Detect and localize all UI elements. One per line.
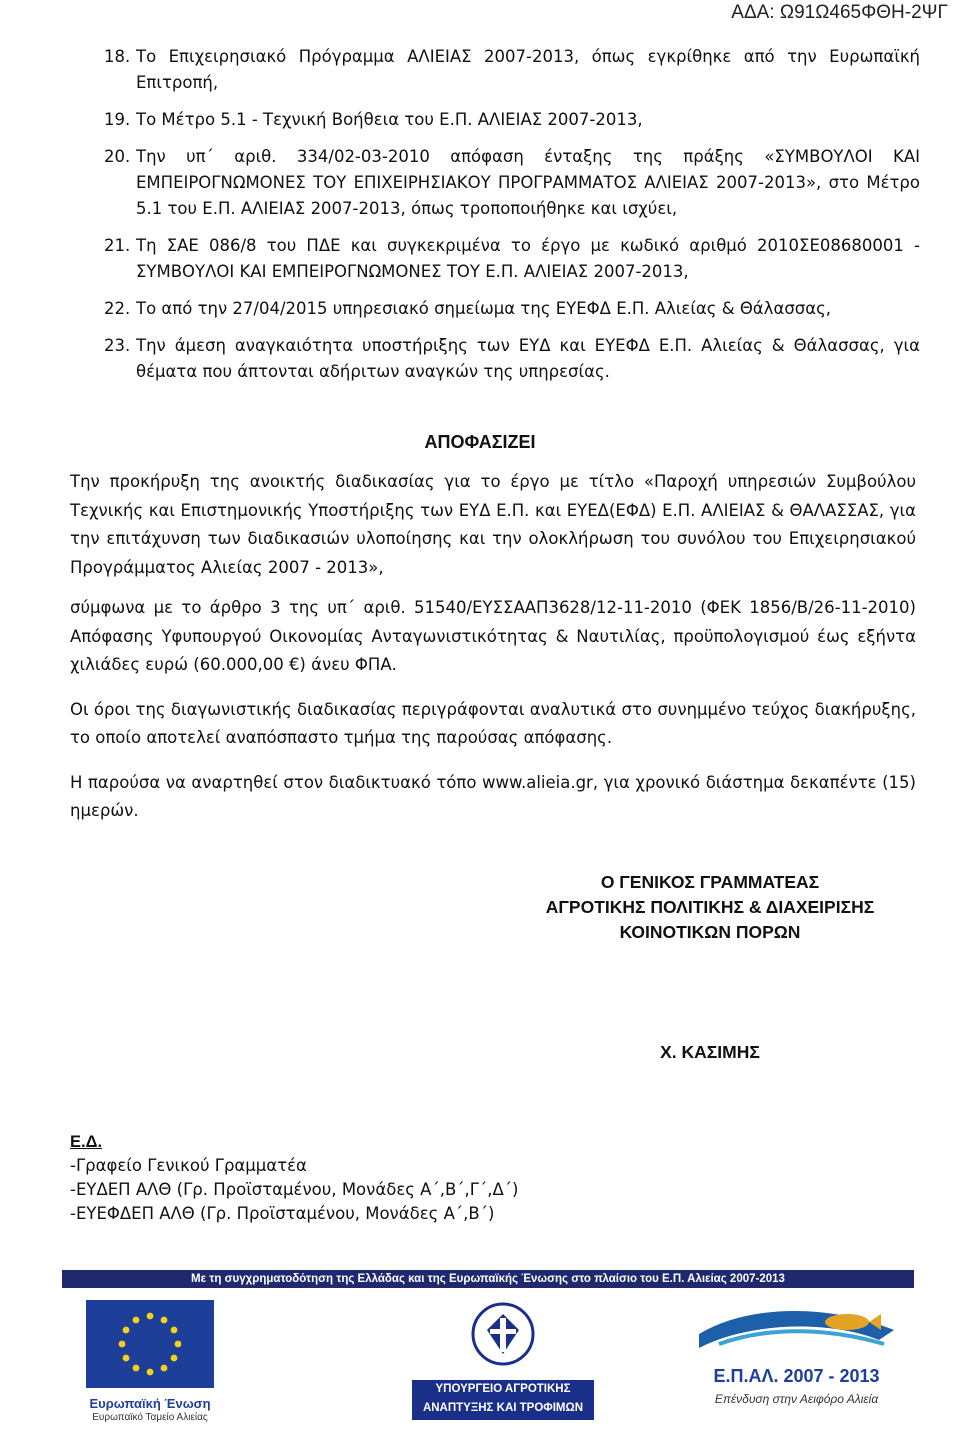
considerations-list	[104, 44, 920, 396]
list-item-text: Την άμεση αναγκαιότητα υποστήριξης των ΕΥΔ και ΕΥΕΦΔ Ε.Π. Αλιείας & Θάλασσας, για θέματα που άπτονται αδήριτων αναγκών της υπηρεσίας.	[136, 336, 920, 381]
list-item-number: 23.	[104, 336, 131, 355]
greek-emblem-icon	[412, 1300, 594, 1372]
list-item	[104, 44, 920, 96]
signature-name: Χ. ΚΑΣΙΜΗΣ	[660, 1042, 760, 1062]
list-item-number: 20.	[104, 147, 131, 166]
epal-logo	[679, 1300, 914, 1406]
list-item-number: 22.	[104, 299, 131, 318]
ministry-line-2: ΑΝΑΠΤΥΞΗΣ ΚΑΙ ΤΡΟΦΙΜΩΝ	[422, 1402, 584, 1414]
list-item-text: Το από την 27/04/2015 υπηρεσιακό σημείωμα της ΕΥΕΦΔ Ε.Π. Αλιείας & Θάλασσας,	[136, 299, 832, 318]
ministry-name	[412, 1380, 594, 1420]
decision-paragraph-2: σύμφωνα με το άρθρο 3 της υπ΄ αριθ. 51540/ΕΥΣΣΑΑΠ3628/12-11-2010 (ΦΕΚ 1856/Β/26-11-2010) Απόφασης Υφυπουργού Οικονομίας Ανταγωνιστικότητας & Ναυτιλίας, προϋπολογισμού έως εξήντα χιλιάδες ευρώ (60.000,00 €) άνευ ΦΠΑ.	[70, 598, 916, 674]
signature-line-2: ΑΓΡΟΤΙΚΗΣ ΠΟΛΙΤΙΚΗΣ & ΔΙΑΧΕΙΡΙΣΗΣ	[545, 897, 875, 917]
list-item	[104, 107, 920, 133]
ada-code: ΑΔΑ: Ω91Ω465ΦΘΗ-2ΨΓ	[731, 2, 948, 23]
eu-logo	[62, 1300, 238, 1426]
epal-subtitle: Επένδυση στην Αειφόρο Αλιεία	[714, 1392, 879, 1406]
list-item	[104, 144, 920, 222]
signature-title	[480, 870, 940, 945]
list-item	[104, 233, 920, 285]
list-item-number: 19.	[104, 110, 131, 129]
eu-fund-label: Ευρωπαϊκό Ταμείο Αλιείας	[92, 1412, 208, 1423]
decision-heading: ΑΠΟΦΑΣΙΖΕΙ	[424, 432, 536, 452]
list-item-text: Την υπ΄ αριθ. 334/02-03-2010 απόφαση ένταξης της πράξης «ΣΥΜΒΟΥΛΟΙ ΚΑΙ ΕΜΠΕΙΡΟΓΝΩΜΟΝΕΣ ΤΟΥ ΕΠΙΧΕΙΡΗΣΙΑΚΟΥ ΠΡΟΓΡΑΜΜΑΤΟΣ ΑΛΙΕΙΑΣ 2007-2013», στο Μέτρο 5.1 του Ε.Π. ΑΛΙΕΙΑΣ 2007-2013, όπως τροποποιήθηκε και ισχύει,	[136, 147, 920, 218]
ministry-logo	[412, 1300, 594, 1414]
list-item-number: 21.	[104, 236, 131, 255]
fish-waves-icon	[679, 1300, 914, 1362]
list-item-text: Τη ΣΑΕ 086/8 του ΠΔΕ και συγκεκριμένα το έργο με κωδικό αριθμό 2010ΣΕ08680001 - ΣΥΜΒΟΥΛΟΙ ΚΑΙ ΕΜΠΕΙΡΟΓΝΩΜΟΝΕΣ ΤΟΥ Ε.Π. ΑΛΙΕΙΑΣ 2007-2013,	[136, 236, 920, 281]
decision-body	[70, 468, 916, 826]
list-item	[104, 296, 920, 322]
distribution-item: -Γραφείο Γενικού Γραμματέα	[70, 1156, 307, 1175]
eu-label: Ευρωπαϊκή Ένωση	[89, 1396, 211, 1411]
distribution-item: -ΕΥΕΦΔΕΠ ΑΛΘ (Γρ. Προϊσταμένου, Μονάδες Α΄,Β΄)	[70, 1204, 495, 1223]
list-item-number: 18.	[104, 47, 131, 66]
signature-line-3: ΚΟΙΝΟΤΙΚΩΝ ΠΟΡΩΝ	[619, 922, 801, 942]
decision-paragraph-1: Την προκήρυξη της ανοικτής διαδικασίας για το έργο με τίτλο «Παροχή υπηρεσιών Συμβούλου Τεχνικής και Επιστημονικής Υποστήριξης των ΕΥΔ Ε.Π. και ΕΥΕΔ(ΕΦΔ) Ε.Π. ΑΛΙΕΙΑΣ & ΘΑΛΑΣΣΑΣ, για την επιτάχυνση των διαδικασιών υλοποίησης και την ολοκλήρωση του συνόλου του Επιχειρησιακού Προγράμματος Αλιείας 2007 - 2013»,	[70, 472, 916, 577]
list-item-text: Το Μέτρο 5.1 - Τεχνική Βοήθεια του Ε.Π. ΑΛΙΕΙΑΣ 2007-2013,	[136, 110, 643, 129]
list-item-text: Το Επιχειρησιακό Πρόγραμμα ΑΛΙΕΙΑΣ 2007-2013, όπως εγκρίθηκε από την Ευρωπαϊκή Επιτροπή,	[136, 47, 920, 92]
ministry-line-1: ΥΠΟΥΡΓΕΙΟ ΑΓΡΟΤΙΚΗΣ	[435, 1383, 571, 1395]
list-item	[104, 333, 920, 385]
distribution-item: -ΕΥΔΕΠ ΑΛΘ (Γρ. Προϊσταμένου, Μονάδες Α΄,Β΄,Γ΄,Δ΄)	[70, 1180, 519, 1199]
signature-line-1: Ο ΓΕΝΙΚΟΣ ΓΡΑΜΜΑΤΕΑΣ	[600, 872, 820, 892]
distribution-list	[70, 1130, 518, 1226]
cofunding-banner: Με τη συγχρηματοδότηση της Ελλάδας και της Ευρωπαϊκής Ένωσης στο πλαίσιο του Ε.Π. Αλιείας 2007-2013	[62, 1270, 914, 1288]
decision-paragraph-3: Οι όροι της διαγωνιστικής διαδικασίας περιγράφονται αναλυτικά στο συνημμένο τεύχος διακήρυξης, το οποίο αποτελεί αναπόσπαστο τμήμα της παρούσας απόφασης.	[70, 699, 916, 747]
distribution-title: Ε.Δ.	[70, 1133, 103, 1151]
epal-title: Ε.Π.ΑΛ. 2007 - 2013	[713, 1366, 880, 1386]
decision-paragraph-4: Η παρούσα να αναρτηθεί στον διαδικτυακό τόπο www.alieia.gr, για χρονικό διάστημα δεκαπέντε (15) ημερών.	[70, 772, 916, 820]
footer-logos	[62, 1300, 914, 1425]
